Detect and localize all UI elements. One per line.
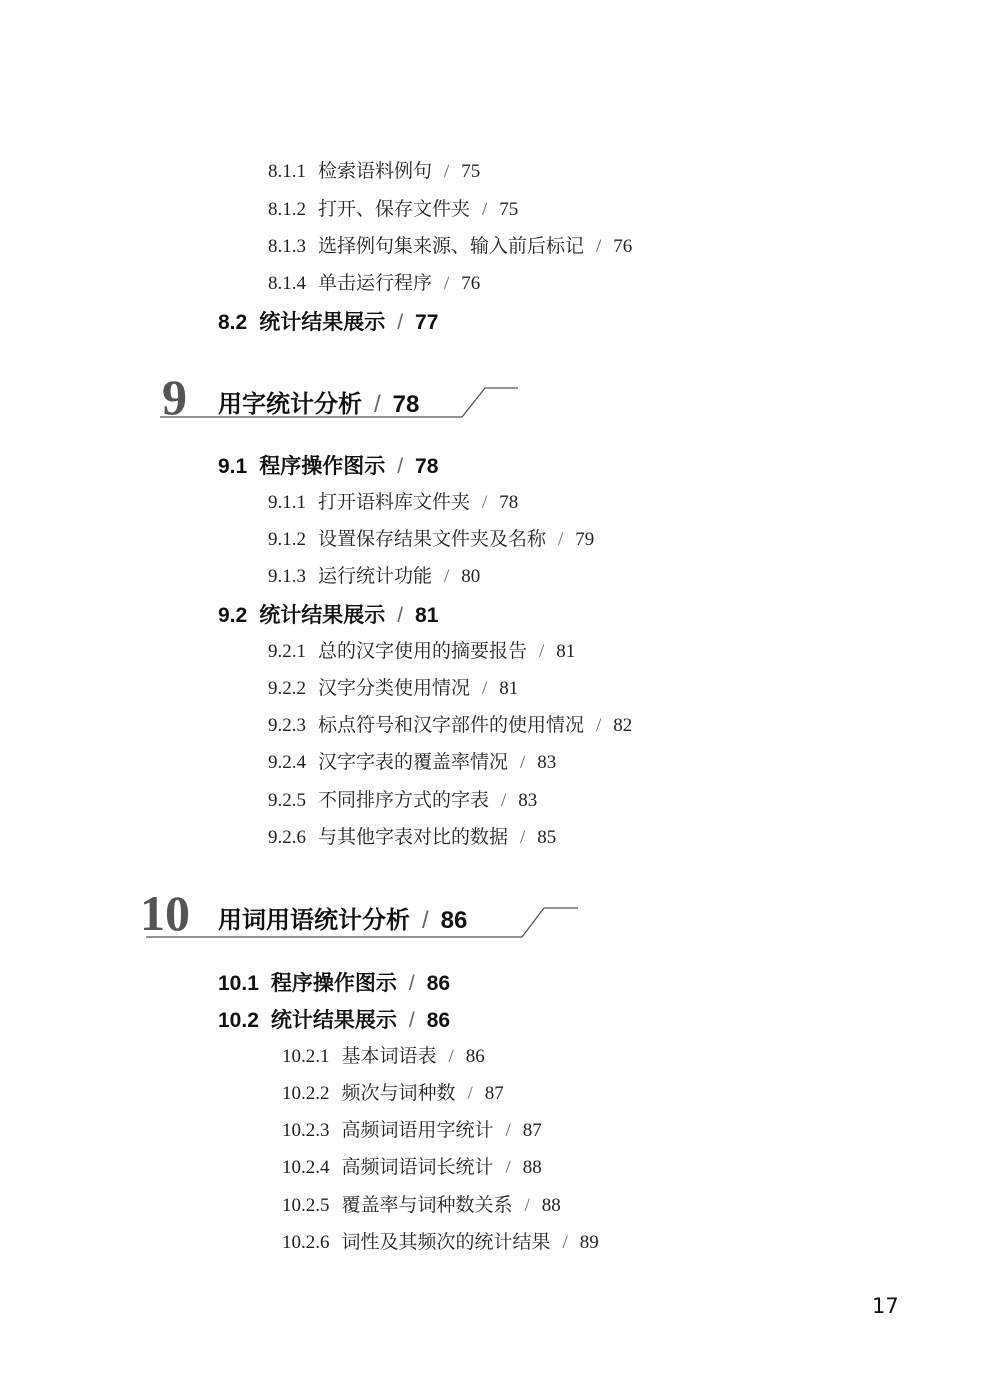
toc-entry[interactable]: 9.2.5 不同排序方式的字表 / 83 [268,790,538,811]
toc-section[interactable]: 8.2 统计结果展示 / 77 [218,311,439,334]
chapter-title: 用字统计分析 / 78 [218,391,420,418]
toc-entry[interactable]: 9.2.2 汉字分类使用情况 / 81 [268,678,519,699]
toc-section[interactable]: 10.1 程序操作图示 / 86 [218,972,451,995]
toc-entry[interactable]: 10.2.2 频次与词种数 / 87 [282,1083,504,1104]
toc-section[interactable]: 10.2 统计结果展示 / 86 [218,1009,451,1032]
toc-section[interactable]: 9.2 统计结果展示 / 81 [218,604,439,627]
toc-entry[interactable]: 8.1.2 打开、保存文件夹 / 75 [268,199,519,220]
toc-entry[interactable]: 8.1.3 选择例句集来源、输入前后标记 / 76 [268,236,633,257]
toc-entry[interactable]: 10.2.6 词性及其频次的统计结果 / 89 [282,1232,599,1253]
toc-entry[interactable]: 9.2.6 与其他字表对比的数据 / 85 [268,827,557,848]
toc-entry[interactable]: 9.1.3 运行统计功能 / 80 [268,566,481,587]
toc-entry[interactable]: 9.1.2 设置保存结果文件夹及名称 / 79 [268,529,595,550]
chapter-title: 用词用语统计分析 / 86 [218,907,468,934]
toc-entry[interactable]: 10.2.4 高频词语词长统计 / 88 [282,1157,542,1178]
toc-entry[interactable]: 8.1.1 检索语料例句 / 75 [268,161,481,182]
toc-entry[interactable]: 8.1.4 单击运行程序 / 76 [268,273,481,294]
toc-entry[interactable]: 10.2.5 覆盖率与词种数关系 / 88 [282,1195,561,1216]
toc-entry[interactable]: 9.2.4 汉字字表的覆盖率情况 / 83 [268,752,557,773]
toc-entry[interactable]: 10.2.3 高频词语用字统计 / 87 [282,1120,542,1141]
toc-entry[interactable]: 9.1.1 打开语料库文件夹 / 78 [268,492,519,513]
page-number: 17 [872,1294,899,1318]
toc-entry[interactable]: 10.2.1 基本词语表 / 86 [282,1046,485,1067]
chapter-underline [146,905,581,940]
toc-section[interactable]: 9.1 程序操作图示 / 78 [218,455,439,478]
chapter-number: 9 [162,369,187,425]
toc-entry[interactable]: 9.2.3 标点符号和汉字部件的使用情况 / 82 [268,715,633,736]
toc-entry[interactable]: 9.2.1 总的汉字使用的摘要报告 / 81 [268,641,576,662]
chapter-number: 10 [140,885,190,941]
chapter-underline [160,385,520,420]
